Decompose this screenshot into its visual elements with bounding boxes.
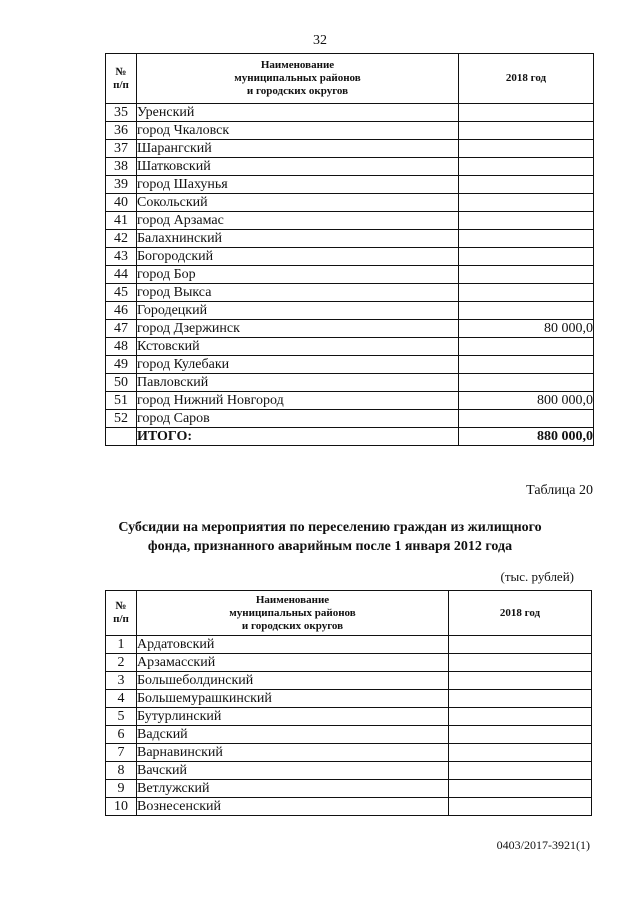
municipality-name: Уренский <box>137 104 459 122</box>
table-row <box>106 356 594 374</box>
row-number: 44 <box>106 266 137 284</box>
total-label: ИТОГО: <box>137 428 459 446</box>
row-number: 35 <box>106 104 137 122</box>
header-number: № п/п <box>106 54 137 104</box>
row-number: 9 <box>106 780 137 798</box>
table-row <box>106 248 594 266</box>
total-value: 880 000,0 <box>459 428 594 446</box>
year-value <box>449 744 592 762</box>
row-number: 38 <box>106 158 137 176</box>
row-number: 5 <box>106 708 137 726</box>
municipality-name: Вадский <box>137 726 449 744</box>
year-value <box>449 690 592 708</box>
row-number: 45 <box>106 284 137 302</box>
municipality-name: Арзамасский <box>137 654 449 672</box>
row-number: 49 <box>106 356 137 374</box>
year-value <box>459 158 594 176</box>
header-municipality: Наименование муниципальных районов и городских округов <box>137 591 449 636</box>
row-number: 1 <box>106 636 137 654</box>
row-number: 39 <box>106 176 137 194</box>
table-row <box>106 158 594 176</box>
year-value <box>459 194 594 212</box>
row-number: 6 <box>106 726 137 744</box>
year-value <box>449 798 592 816</box>
year-value <box>459 356 594 374</box>
total-row <box>106 428 594 446</box>
municipality-name: Сокольский <box>137 194 459 212</box>
year-value <box>459 302 594 320</box>
municipality-name: Ардатовский <box>137 636 449 654</box>
year-value <box>459 230 594 248</box>
row-number: 37 <box>106 140 137 158</box>
year-value <box>459 104 594 122</box>
municipality-name: город Шахунья <box>137 176 459 194</box>
document-code: 0403/2017-3921(1) <box>496 838 590 852</box>
table-row <box>106 212 594 230</box>
units-note: (тыс. рублей) <box>500 569 574 584</box>
municipality-name: Богородский <box>137 248 459 266</box>
municipality-name: Шатковский <box>137 158 459 176</box>
year-value <box>449 762 592 780</box>
table-row <box>106 302 594 320</box>
municipality-name: Вознесенский <box>137 798 449 816</box>
row-number: 40 <box>106 194 137 212</box>
table-row <box>106 726 592 744</box>
table-row <box>106 690 592 708</box>
table-row <box>106 266 594 284</box>
table-row <box>106 374 594 392</box>
table-row <box>106 104 594 122</box>
row-number: 50 <box>106 374 137 392</box>
table-row <box>106 194 594 212</box>
row-number: 51 <box>106 392 137 410</box>
table-label: Таблица 20 <box>526 483 593 498</box>
table-row <box>106 410 594 428</box>
row-number: 2 <box>106 654 137 672</box>
table-header-row <box>106 591 592 636</box>
header-number: № п/п <box>106 591 137 636</box>
municipality-name: город Дзержинск <box>137 320 459 338</box>
header-municipality: Наименование муниципальных районов и городских округов <box>137 54 459 104</box>
municipality-name: Большеболдинский <box>137 672 449 690</box>
row-number: 52 <box>106 410 137 428</box>
year-value <box>449 726 592 744</box>
year-value <box>459 284 594 302</box>
table-row <box>106 392 594 410</box>
year-value <box>459 122 594 140</box>
section-title: Субсидии на мероприятия по переселению граждан из жилищного фонда, признанного аварийным после 1 января 2012 года <box>118 520 542 554</box>
municipality-name: город Арзамас <box>137 212 459 230</box>
page-number: 32 <box>313 33 327 48</box>
municipality-name: Вачский <box>137 762 449 780</box>
row-number: 41 <box>106 212 137 230</box>
row-number: 48 <box>106 338 137 356</box>
table-row <box>106 284 594 302</box>
row-number: 8 <box>106 762 137 780</box>
row-number: 7 <box>106 744 137 762</box>
municipality-name: город Чкаловск <box>137 122 459 140</box>
table-row <box>106 338 594 356</box>
subsidy-table-continued <box>105 53 594 446</box>
row-number: 46 <box>106 302 137 320</box>
year-value <box>459 248 594 266</box>
year-value <box>459 140 594 158</box>
year-value <box>449 780 592 798</box>
municipality-name: Большемурашкинский <box>137 690 449 708</box>
table-row <box>106 320 594 338</box>
municipality-name: Кстовский <box>137 338 459 356</box>
year-value <box>459 266 594 284</box>
year-value <box>459 338 594 356</box>
table-row <box>106 708 592 726</box>
municipality-name: Городецкий <box>137 302 459 320</box>
year-value <box>449 636 592 654</box>
municipality-name: город Кулебаки <box>137 356 459 374</box>
table-row <box>106 672 592 690</box>
row-number: 42 <box>106 230 137 248</box>
table-row <box>106 636 592 654</box>
table-row <box>106 762 592 780</box>
table-header-row <box>106 54 594 104</box>
year-value <box>449 708 592 726</box>
row-number: 43 <box>106 248 137 266</box>
table-row <box>106 780 592 798</box>
municipality-name: Варнавинский <box>137 744 449 762</box>
header-year: 2018 год <box>459 54 594 104</box>
year-value <box>459 374 594 392</box>
municipality-name: город Нижний Новгород <box>137 392 459 410</box>
table-row <box>106 654 592 672</box>
table-row <box>106 744 592 762</box>
row-number: 4 <box>106 690 137 708</box>
row-number: 10 <box>106 798 137 816</box>
header-year: 2018 год <box>449 591 592 636</box>
row-number: 3 <box>106 672 137 690</box>
subsidy-table-20 <box>105 590 592 816</box>
municipality-name: Шарангский <box>137 140 459 158</box>
year-value: 800 000,0 <box>459 392 594 410</box>
municipality-name: город Саров <box>137 410 459 428</box>
row-number: 47 <box>106 320 137 338</box>
row-number: 36 <box>106 122 137 140</box>
municipality-name: Балахнинский <box>137 230 459 248</box>
municipality-name: город Выкса <box>137 284 459 302</box>
table-row <box>106 230 594 248</box>
year-value <box>459 212 594 230</box>
year-value <box>459 410 594 428</box>
total-empty-cell <box>106 428 137 446</box>
table-row <box>106 176 594 194</box>
year-value <box>459 176 594 194</box>
municipality-name: Павловский <box>137 374 459 392</box>
year-value <box>449 672 592 690</box>
table-row <box>106 140 594 158</box>
table-row <box>106 798 592 816</box>
table-row <box>106 122 594 140</box>
year-value <box>449 654 592 672</box>
municipality-name: Ветлужский <box>137 780 449 798</box>
municipality-name: Бутурлинский <box>137 708 449 726</box>
year-value: 80 000,0 <box>459 320 594 338</box>
municipality-name: город Бор <box>137 266 459 284</box>
